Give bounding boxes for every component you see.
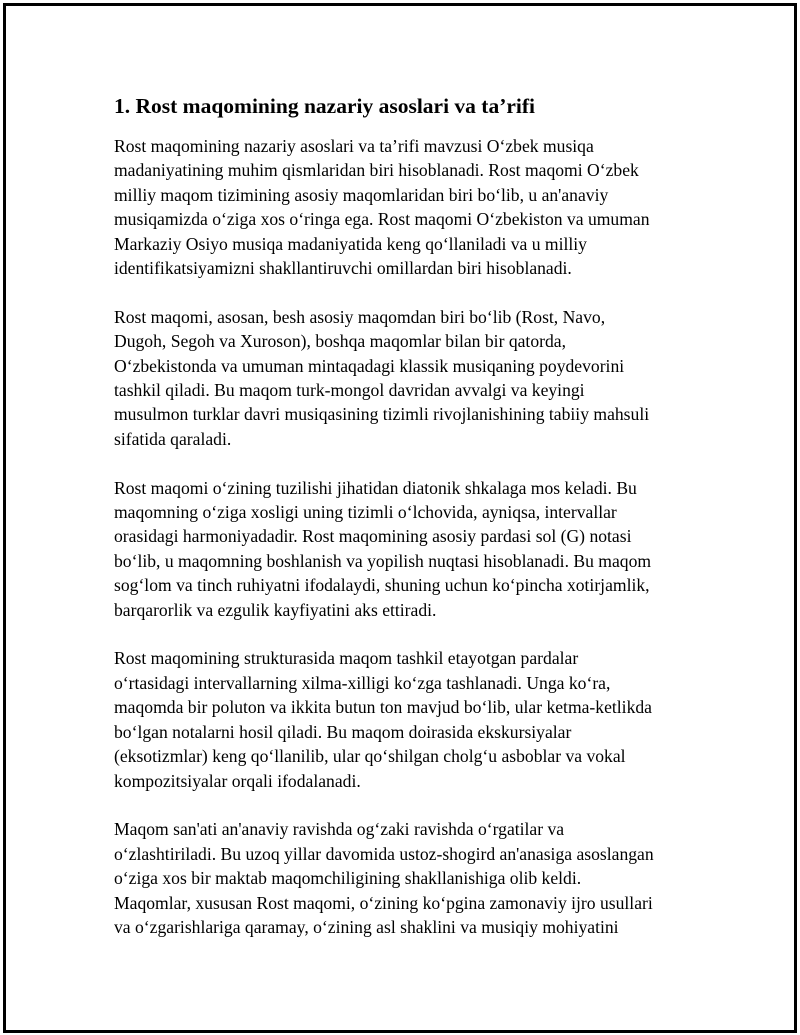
paragraph-5	[114, 817, 694, 939]
text-line: va o‘zgarishlariga qaramay, o‘zining asl shaklini va musiqiy mohiyatini	[114, 916, 619, 937]
text-line: O‘zbekistonda va umuman mintaqadagi klassik musiqaning poydevorini	[114, 355, 625, 376]
text-line: bo‘lgan notalarni hosil qiladi. Bu maqom doirasida ekskursiyalar	[114, 721, 572, 742]
text-line: o‘rtasidagi intervallarning xilma-xilligi ko‘zga tashlanadi. Unga ko‘ra,	[114, 672, 611, 693]
text-line: milliy maqom tizimining asosiy maqomlaridan biri bo‘lib, u an'anaviy	[114, 184, 609, 205]
text-line: Maqom san'ati an'anaviy ravishda og‘zaki ravishda o‘rgatilar va	[114, 819, 565, 840]
text-line: musiqamizda o‘ziga xos o‘ringa ega. Rost maqomi O‘zbekiston va umuman	[114, 209, 650, 230]
text-line: (eksotizmlar) keng qo‘llanilib, ular qo‘shilgan cholg‘u asboblar va vokal	[114, 746, 626, 767]
text-line: o‘ziga xos bir maktab maqomchiligining shakllanishiga olib keldi.	[114, 868, 582, 889]
text-line: tashkil qiladi. Bu maqom turk-mongol davridan avvalgi va keyingi	[114, 380, 585, 401]
document-body	[114, 92, 694, 964]
paragraph-2	[114, 305, 694, 451]
text-line: Markaziy Osiyo musiqa madaniyatida keng qo‘llaniladi va u milliy	[114, 233, 587, 254]
text-line: o‘zlashtiriladi. Bu uzoq yillar davomida ustoz-shogird an'anasiga asoslangan	[114, 843, 654, 864]
text-line: Rost maqomining strukturasida maqom tashkil etayotgan pardalar	[114, 648, 579, 669]
paragraph-1	[114, 134, 694, 280]
text-line: kompozitsiyalar orqali ifodalanadi.	[114, 770, 361, 791]
text-line: barqarorlik va ezgulik kayfiyatini aks ettiradi.	[114, 599, 437, 620]
section-heading: 1. Rost maqomining nazariy asoslari va ta’rifi	[114, 94, 536, 118]
text-line: orasidagi harmoniyadadir. Rost maqomining asosiy pardasi sol (G) notasi	[114, 526, 632, 547]
text-line: Rost maqomi o‘zining tuzilishi jihatidan diatonik shkalaga mos keladi. Bu	[114, 477, 637, 498]
text-line: maqomda bir poluton va ikkita butun ton mavjud bo‘lib, ular ketma-ketlikda	[114, 697, 652, 718]
text-line: Maqomlar, xususan Rost maqomi, o‘zining ko‘pgina zamonaviy ijro usullari	[114, 892, 653, 913]
text-line: identifikatsiyamizni shakllantiruvchi omillardan biri hisoblanadi.	[114, 258, 572, 279]
text-line: musulmon turklar davri musiqasining tizimli rivojlanishining tabiiy mahsuli	[114, 404, 650, 425]
paragraph-3	[114, 476, 694, 622]
text-line: bo‘lib, u maqomning boshlanish va yopilish nuqtasi hisoblanadi. Bu maqom	[114, 550, 652, 571]
text-line: Rost maqomining nazariy asoslari va ta’rifi mavzusi O‘zbek musiqa	[114, 136, 594, 156]
text-line: maqomning o‘ziga xosligi uning tizimli o‘lchovida, ayniqsa, intervallar	[114, 502, 617, 523]
paragraph-4	[114, 646, 694, 792]
text-line: Dugoh, Segoh va Xuroson), boshqa maqomlar bilan bir qatorda,	[114, 331, 566, 352]
text-line: Rost maqomi, asosan, besh asosiy maqomdan biri bo‘lib (Rost, Navo,	[114, 306, 606, 327]
text-line: sog‘lom va tinch ruhiyatni ifodalaydi, shuning uchun ko‘pincha xotirjamlik,	[114, 575, 650, 596]
text-line: sifatida qaraladi.	[114, 428, 232, 449]
text-line: madaniyatining muhim qismlaridan biri hisoblanadi. Rost maqomi O‘zbek	[114, 160, 639, 181]
